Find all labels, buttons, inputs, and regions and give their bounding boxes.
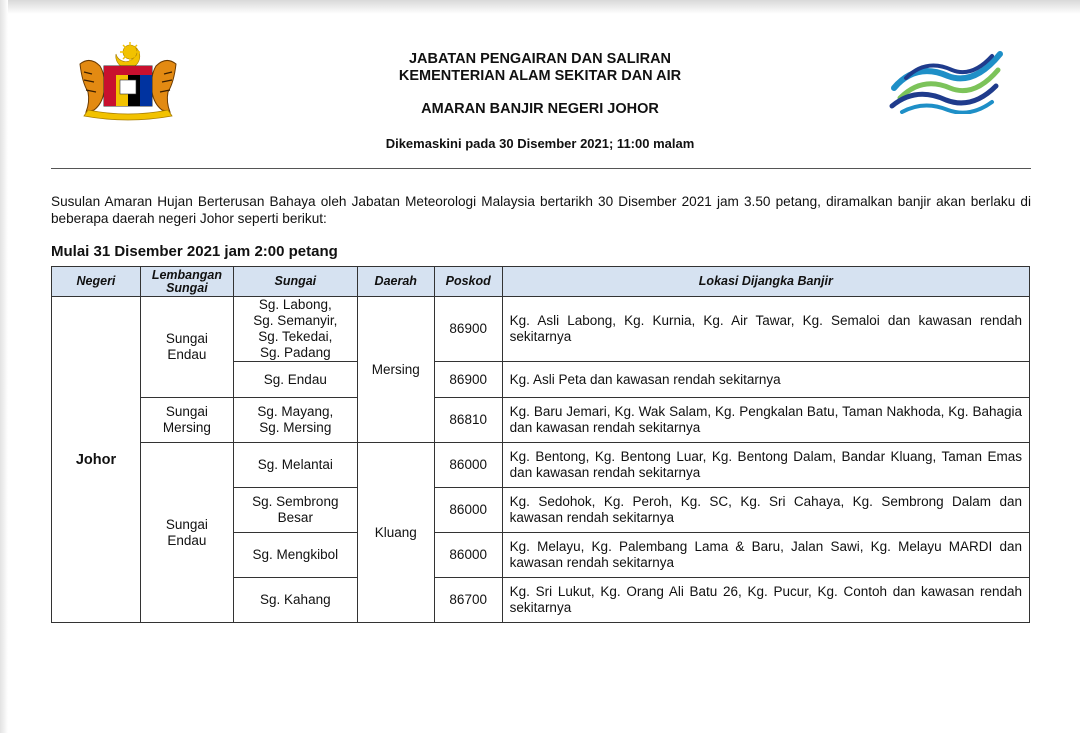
cell-lembangan: Sungai Endau	[140, 297, 233, 398]
header-divider	[51, 168, 1031, 169]
cell-lokasi: Kg. Asli Labong, Kg. Kurnia, Kg. Air Tawar, Kg. Semaloi dan kawasan rendah sekitarnya	[502, 297, 1029, 362]
cell-lokasi: Kg. Baru Jemari, Kg. Wak Salam, Kg. Pengkalan Batu, Taman Nakhoda, Kg. Bahagia dan kawasan rendah sekitarnya	[502, 398, 1029, 443]
cell-lokasi: Kg. Sri Lukut, Kg. Orang Ali Batu 26, Kg. Pucur, Kg. Contoh dan kawasan rendah sekitarnya	[502, 578, 1029, 623]
cell-poskod: 86900	[434, 362, 502, 398]
cell-negeri: Johor	[52, 297, 141, 623]
cell-poskod: 86000	[434, 533, 502, 578]
cell-poskod: 86000	[434, 488, 502, 533]
cell-sungai: Sg. Endau	[233, 362, 357, 398]
col-lokasi: Lokasi Dijangka Banjir	[502, 267, 1029, 297]
cell-daerah: Kluang	[357, 443, 434, 623]
page-shadow	[0, 0, 1080, 14]
intro-paragraph: Susulan Amaran Hujan Berterusan Bahaya oleh Jabatan Meteorologi Malaysia bertarikh 30 Disember 2021 jam 3.50 petang, diramalkan banjir akan berlaku di beberapa daerah negeri Johor seperti berikut:	[51, 194, 1031, 226]
cell-sungai: Sg. Mengkibol	[233, 533, 357, 578]
col-sungai: Sungai	[233, 267, 357, 297]
document-title: AMARAN BANJIR NEGERI JOHOR	[421, 101, 659, 117]
table-header-row	[52, 267, 1030, 297]
jps-wave-logo-icon	[886, 48, 1006, 114]
department-name: JABATAN PENGAIRAN DAN SALIRAN	[408, 51, 672, 67]
cell-sungai: Sg. Kahang	[233, 578, 357, 623]
cell-poskod: 86810	[434, 398, 502, 443]
col-poskod: Poskod	[434, 267, 502, 297]
col-daerah: Daerah	[357, 267, 434, 297]
cell-sungai: Sg. Labong, Sg. Semanyir, Sg. Tekedai, Sg. Padang	[233, 297, 357, 362]
cell-poskod: 86900	[434, 297, 502, 362]
cell-lembangan: Sungai Mersing	[140, 398, 233, 443]
cell-sungai: Sg. Sembrong Besar	[233, 488, 357, 533]
cell-poskod: 86700	[434, 578, 502, 623]
cell-lokasi: Kg. Asli Peta dan kawasan rendah sekitarnya	[502, 362, 1029, 398]
updated-timestamp: Dikemaskini pada 30 Disember 2021; 11:00 malam	[385, 136, 695, 151]
col-negeri: Negeri	[52, 267, 141, 297]
effective-from-heading: Mulai 31 Disember 2021 jam 2:00 petang	[51, 243, 338, 260]
malaysia-coat-of-arms-icon	[72, 40, 184, 122]
cell-sungai: Sg. Mayang, Sg. Mersing	[233, 398, 357, 443]
flood-warning-table	[51, 266, 1030, 623]
cell-poskod: 86000	[434, 443, 502, 488]
cell-lokasi: Kg. Melayu, Kg. Palembang Lama & Baru, Jalan Sawi, Kg. Melayu MARDI dan kawasan rendah sekitarnya	[502, 533, 1029, 578]
page-shadow-left	[0, 0, 8, 733]
table-row	[52, 443, 1030, 488]
table-row	[52, 398, 1030, 443]
col-lembangan-sungai: Lembangan Sungai	[140, 267, 233, 297]
ministry-name: KEMENTERIAN ALAM SEKITAR DAN AIR	[398, 68, 682, 84]
cell-lokasi: Kg. Bentong, Kg. Bentong Luar, Kg. Bentong Dalam, Bandar Kluang, Taman Emas dan kawasan rendah sekitarnya	[502, 443, 1029, 488]
cell-daerah: Mersing	[357, 297, 434, 443]
cell-lembangan: Sungai Endau	[140, 443, 233, 623]
table-row	[52, 297, 1030, 362]
cell-lokasi: Kg. Sedohok, Kg. Peroh, Kg. SC, Kg. Sri Cahaya, Kg. Sembrong Dalam dan kawasan rendah sekitarnya	[502, 488, 1029, 533]
cell-sungai: Sg. Melantai	[233, 443, 357, 488]
